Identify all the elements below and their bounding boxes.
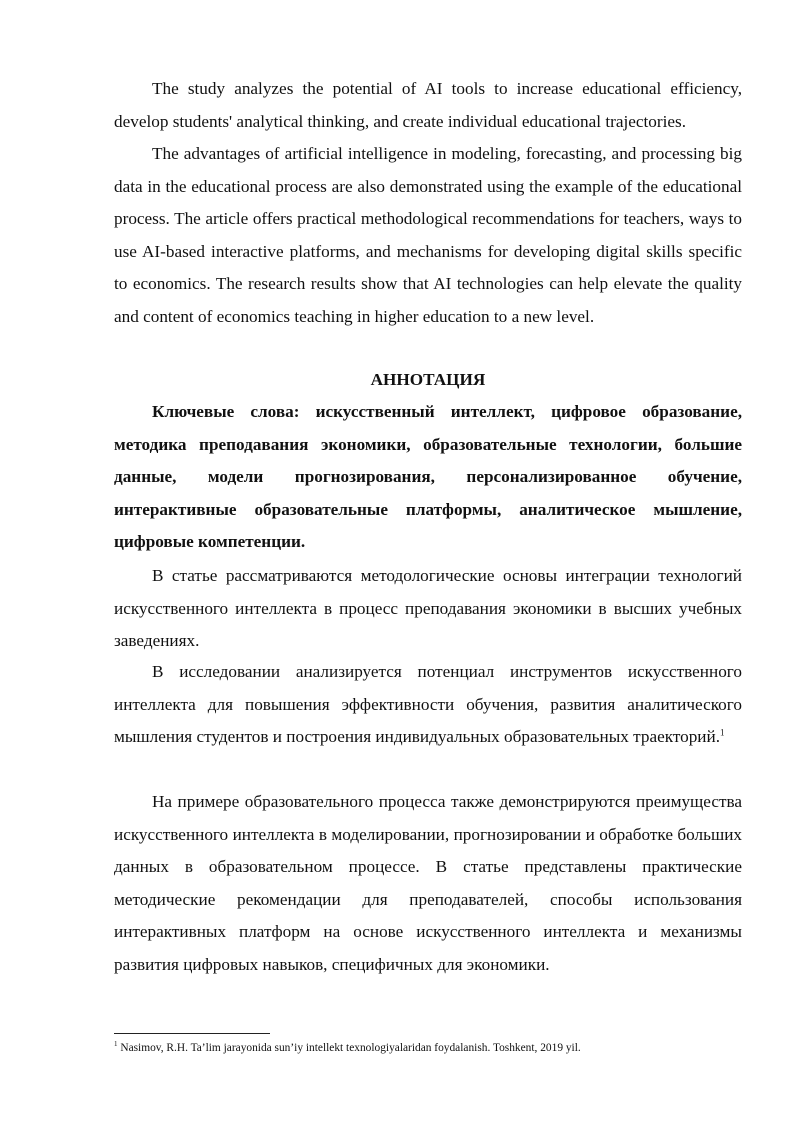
annotation-heading: АННОТАЦИЯ xyxy=(370,370,486,389)
russian-paragraph-2-text: В исследовании анализируется потенциал инструментов искусственного интеллекта для повышения эффективности обучения, развития аналитического мышления студентов и построения индивидуальных образовательных траекторий. xyxy=(114,662,742,747)
footnote-mark: 1 xyxy=(114,1040,118,1049)
russian-paragraph-3: На примере образовательного процесса также демонстрируются преимущества искусственного интеллекта в моделировании, прогнозировании и обработке больших данных в образовательном процессе. В статье представлены практические методические рекомендации для преподавателей, способы использования интерактивных платформ на основе искусственного интеллекта и механизмы развития цифровых навыков, специфичных для экономики. xyxy=(114,792,742,974)
english-paragraph-2: The advantages of artificial intelligence in modeling, forecasting, and processing big data in the educational process are also demonstrated using the example of the educational process. The article offers practical methodological recommendations for teachers, ways to use AI-based interactive platforms, and mechanisms for developing digital skills specific to economics. The research results show that AI technologies can help elevate the quality and content of economics teaching in higher education to a new level. xyxy=(114,144,742,326)
footnote-reference[interactable]: 1 xyxy=(720,727,725,738)
footnote-text: Nasimov, R.H. Ta’lim jarayonida sun’iy intellekt texnologiyalaridan foydalanish. Toshkent, 2019 yil. xyxy=(117,1042,581,1054)
footnote xyxy=(114,1040,742,1056)
russian-paragraph-2 xyxy=(114,656,742,754)
footnote-divider xyxy=(114,1033,270,1034)
english-paragraph-1: The study analyzes the potential of AI tools to increase educational efficiency, develop students' analytical thinking, and create individual educational trajectories. xyxy=(114,79,742,131)
keywords-paragraph: Ключевые слова: искусственный интеллект, цифровое образование, методика преподавания экономики, образовательные технологии, большие данные, модели прогнозирования, персонализированное обучение, интерактивные образовательные платформы, аналитическое мышление, цифровые компетенции. xyxy=(114,402,742,552)
russian-paragraph-1: В статье рассматриваются методологические основы интеграции технологий искусственного интеллекта в процесс преподавания экономики в высших учебных заведениях. xyxy=(114,566,742,651)
